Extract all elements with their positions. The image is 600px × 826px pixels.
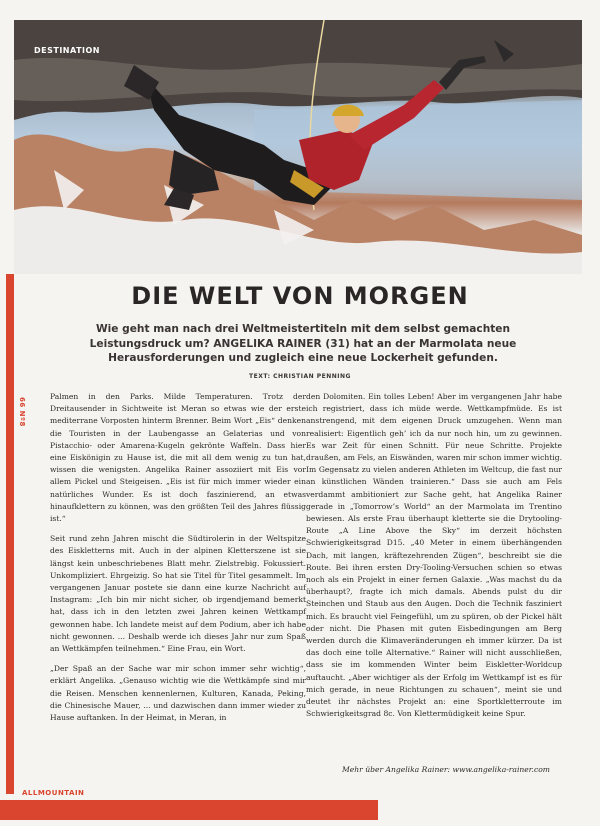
- climber-illustration: [14, 20, 582, 274]
- left-accent-bar: [6, 274, 14, 794]
- page-folio: 66 Nº8: [18, 397, 26, 427]
- paragraph: den Dolomiten. Ein tolles Leben! Aber im vergangenen Jahr habe ich registriert, dass ich müde werde. Wettkampfmüde. Es ist anstrengend, mit dem eigenen Druck umzugehen. Wenn man realisiert: Eigentlich geh’ ich da nur noch hin, um zu gewinnen. Es war Zeit für einen Schnitt. Für neue Schritte. Projekte draußen, am Fels, an Eiswänden, waren mir schon immer wichtig. Im Gegensatz zu vielen anderen Athleten im Weltcup, die fast nur an künstlichen Wänden trainieren.“ Dass sie auch am Fels verdammt ambitioniert zur Sache geht, hat Angelika Rainer gerade in „Tomorrow’s World“ an der Marmolata im Trentino bewiesen. Als erste Frau überhaupt kletterte sie die Drytooling-Route „A Line Above the Sky“ im derzeit höchsten Schwierigkeitsgrad D15. „40 Meter in einem überhängenden Dach, mit langen, kräftezehrenden Zügen“, beschreibt sie die Route. Bei ihren ersten Dry-Tooling-Versuchen schien so etwas noch als ein Projekt in einer fernen Galaxie. „Was machst du da überhaupt?, fragte ich mich damals. Abends pulst du dir Steinchen und Staub aus den Augen. Doch die Technik fasziniert mich. Es braucht viel Feingefühl, um zu spüren, ob der Pickel hält oder nicht. Die Phasen mit guten Eisbedingungen am Berg werden durch die Klimaveränderungen eh immer kürzer. Da ist das doch eine tolle Alternative.“ Rainer will nicht ausschließen, dass sie im kommenden Winter beim Eiskletter-Worldcup auftaucht. „Aber wichtiger als der Erfolg im Wettkampf ist es für mich gerade, in neue Richtungen zu schauen“, meint sie und deutet ihr nächstes Projekt an: eine Sportkletterroute im Schwierigkeitsgrad 8c. Von Klettermüdigkeit keine Spur.: [306, 392, 562, 719]
- article-column-left: [50, 391, 306, 732]
- lead-paragraph: Wie geht man nach drei Weltmeistertiteln mit dem selbst gemachten Leistungsdruck um? ANGELIKA RAINER (31) hat an der Marmolata neue Herausforderungen und zugleich eine neue Lockerheit gefunden.: [89, 323, 517, 364]
- author-credit: TEXT: CHRISTIAN PENNING: [249, 373, 351, 380]
- headline: DIE WELT VON MORGEN: [131, 282, 469, 310]
- article-column-right: [306, 391, 562, 728]
- paragraph: Palmen in den Parks. Milde Temperaturen. Trotz der Dreitausender in Sichtweite ist Meran so etwas wie der erste mediterrane Vorposten hinterm Brenner. Beim Wort „Eis“ denken die Touristen in der Laubengasse an Gelaterias und von Pistacchio- oder Amarena-Kugeln gekrönte Waffeln. Dass hier eine Eiskönigin zu Hause ist, die mit all dem wenig zu tun hat, wissen die wenigsten. Angelika Rainer assoziiert mit Eis vor allem Pickel und Steigeisen. „Eis ist für mich immer wieder ein natürliches Wunder. Es ist doch faszinierend, an etwas hinaufklettern zu können, was den größten Teil des Jahres flüssig ist.“: [50, 392, 306, 524]
- section-label: DESTINATION: [34, 46, 100, 55]
- magazine-brand: ALLMOUNTAIN: [22, 789, 85, 797]
- hero-photo-ice-climber: [14, 20, 582, 274]
- more-info-link: Mehr über Angelika Rainer: www.angelika-rainer.com: [342, 765, 550, 774]
- paragraph: Seit rund zehn Jahren mischt die Südtirolerin in der Weltspitze des Eiskletterns mit. Auch in der alpinen Kletterszene ist sie längst kein unbeschriebenes Blatt mehr. Zielstrebig. Fokussiert. Unkompliziert. Ehrgeizig. So hat sie Titel für Titel gesammelt. Im vergangenen Januar postete sie dann eine kurze Nachricht auf Instagram: „Ich bin mir nicht sicher, ob irgendjemand bemerkt hat, dass ich in den letzten zwei Jahren keinen Wettkampf gewonnen habe. Ich landete meist auf dem Podium, aber ich habe nicht gewonnen. ... Deshalb werde ich dieses Jahr nur zum Spaß an Wettkämpfen teilnehmen.“ Eine Frau, ein Wort.: [50, 534, 306, 654]
- paragraph: „Der Spaß an der Sache war mir schon immer sehr wichtig“, erklärt Angelika. „Genauso wichtig wie die Wettkämpfe sind mir die Reisen. Menschen kennenlernen, Kulturen, Kanada, Peking, die Chinesische Mauer, ... und dazwischen dann immer wieder zu Hause auftanken. In der Heimat, in Meran, in: [50, 664, 306, 723]
- bottom-accent-bar: [0, 800, 378, 820]
